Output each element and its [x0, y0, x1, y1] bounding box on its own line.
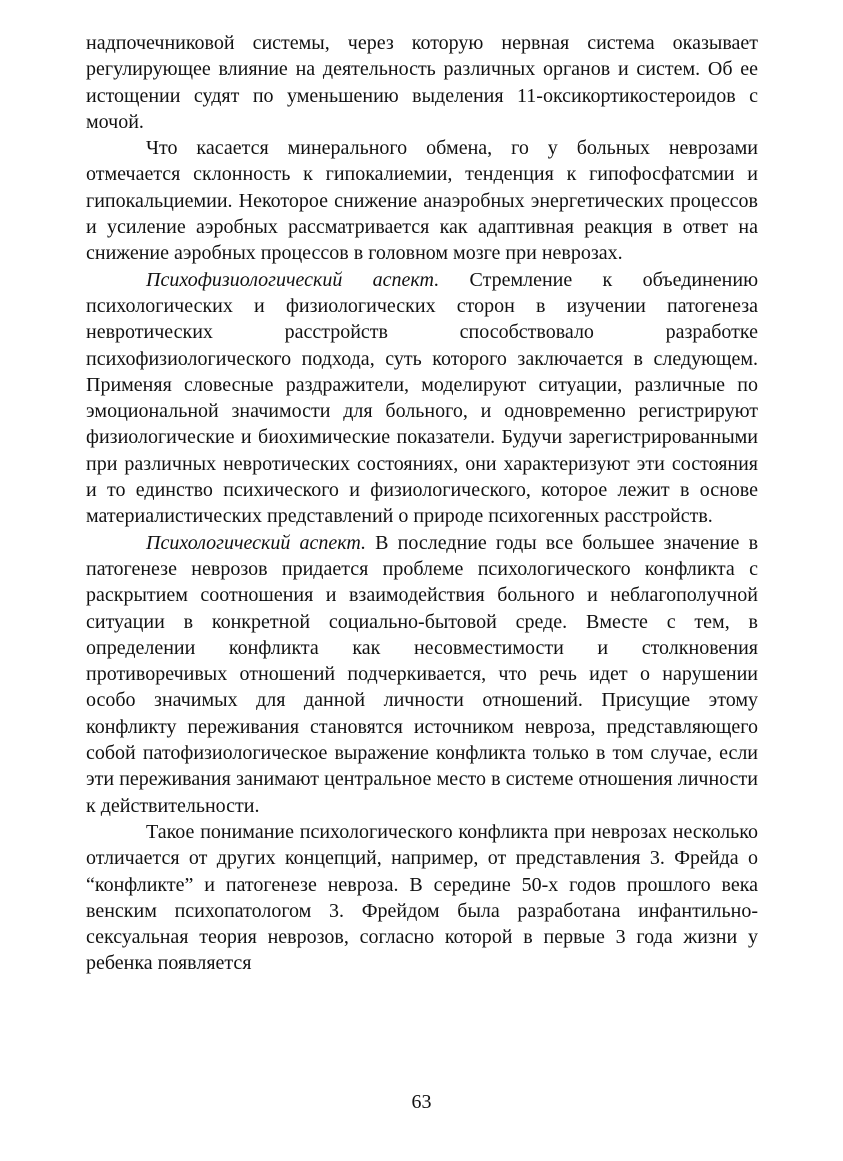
paragraph-4-lead: Психологический аспект. — [146, 531, 367, 554]
page-number: 63 — [411, 1091, 432, 1113]
paragraph-5-text: Такое понимание психологического конфликта при неврозах несколько отличается от других концепций, например, от представления 3. Фрейда о “конфликте” и патогенезе невроза. В середине 50-х годов прошлого века венским психопатологом 3. Фрейдом была разработана инфантильно-сексуальная теория неврозов, согласно которой в первые 3 года жизни у ребенка появляется — [86, 820, 758, 975]
paragraph-3-text: Стремление к объединению психологических и физиологических сторон в изучении патогенеза невротических расстройств способствовало разработке психофизиологического подхода, суть которого заключается в следующем. Применяя словесные раздражители, моделируют ситуации, различные по эмоциональной значимости для больного, и одновременно регистрируют физиологические и биохимические показатели. Будучи зарегистрированными при различных невротических состояниях, они характеризуют эти состояния и то единство психического и физиологического, которое лежит в основе материалистических представлений о природе психогенных расстройств. — [86, 268, 759, 528]
paragraph-2 — [86, 135, 758, 266]
paragraph-4 — [86, 530, 758, 819]
page-body — [86, 30, 758, 977]
paragraph-4-text: В последние годы все большее значение в патогенезе неврозов придается проблеме психологического конфликта с раскрытием соотношения и взаимодействия больного и неблагополучной ситуации в конкретной социально-бытовой среде. Вместе с тем, в определении конфликта как несовместимости и столкновения противоречивых отношений подчеркивается, что речь идет о нарушении особо значимых для данной личности отношений. Присущие этому конфликту переживания становятся источником невроза, представляющего собой патофизиологическое выражение конфликта только в том случае, если эти переживания занимают центральное место в системе отношения личности к действительности. — [86, 531, 759, 817]
paragraph-1-text: надпочечниковой системы, через которую нервная система оказывает регулирующее влияние на деятельность различных органов и систем. Об ее истощении судят по уменьшению выделения 11-оксикортикостероидов с мочой. — [86, 32, 758, 133]
paragraph-5 — [86, 819, 758, 977]
paragraph-3-lead: Психофизиологический аспект. — [146, 268, 440, 291]
paragraph-3 — [86, 267, 758, 530]
paragraph-2-text: Что касается минерального обмена, го у больных неврозами отмечается склонность к гипокалиемии, тенденция к гипофосфатсмии и гипокальциемии. Некоторое снижение анаэробных энергетических процессов и усиление аэробных рассматривается как адаптивная реакция в ответ на снижение аэробных процессов в головном мозге при неврозах. — [86, 137, 758, 265]
paragraph-1 — [86, 30, 758, 135]
